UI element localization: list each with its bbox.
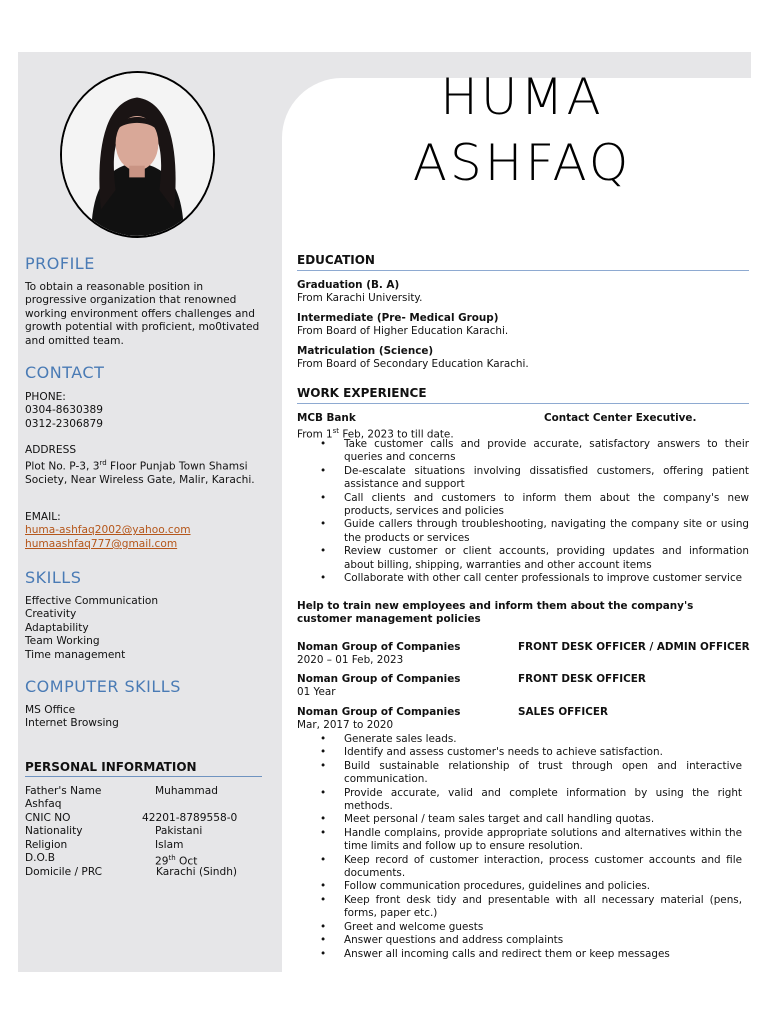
address-label: ADDRESS bbox=[25, 444, 77, 456]
list-item: • Meet personal / team sales target and call handling quotas. bbox=[297, 813, 742, 826]
education-title: Intermediate (Pre- Medical Group) bbox=[297, 312, 499, 324]
list-item: • Generate sales leads. bbox=[297, 733, 742, 746]
phone-1: 0304-8630389 bbox=[25, 404, 103, 417]
personal-label: D.O.B bbox=[25, 852, 56, 864]
job-header bbox=[297, 412, 749, 425]
education-item bbox=[297, 279, 749, 306]
personal-label: Domicile / PRC bbox=[25, 866, 103, 878]
email-block bbox=[25, 511, 263, 551]
contact-heading: CONTACT bbox=[25, 363, 105, 382]
education-title: Matriculation (Science) bbox=[297, 345, 434, 357]
work-heading: WORK EXPERIENCE bbox=[297, 386, 749, 404]
job-company: Noman Group of Companies bbox=[297, 673, 461, 685]
portrait-image bbox=[62, 73, 213, 236]
profile-heading: PROFILE bbox=[25, 254, 95, 273]
personal-value: 29th Oct bbox=[155, 854, 198, 868]
list-item: • Answer all incoming calls and redirect them or keep messages bbox=[297, 948, 742, 961]
skill-item: Time management bbox=[25, 648, 126, 661]
job-duties-list bbox=[297, 733, 742, 961]
job-header bbox=[297, 641, 749, 654]
education-item bbox=[297, 345, 749, 372]
phone-block bbox=[25, 391, 263, 431]
list-item: • Identify and assess customer's needs to achieve satisfaction. bbox=[297, 746, 742, 759]
personal-value: 42201-8789558-0 bbox=[142, 812, 238, 824]
job-title: FRONT DESK OFFICER / ADMIN OFFICER bbox=[518, 641, 750, 653]
list-item: • Guide callers through troubleshooting, navigating the company site or using the products or services bbox=[297, 518, 749, 545]
education-item bbox=[297, 312, 749, 339]
job-company: MCB Bank bbox=[297, 412, 356, 424]
computer-skill-item: MS Office bbox=[25, 704, 76, 716]
list-item: • Keep record of customer interaction, process customer accounts and file documents. bbox=[297, 854, 742, 881]
personal-info-heading: PERSONAL INFORMATION bbox=[25, 760, 262, 777]
list-item: • Keep front desk tidy and presentable with all necessary material (pens, forms, paper etc.) bbox=[297, 894, 742, 921]
email-link-1[interactable]: huma-ashfaq2002@yahoo.com bbox=[25, 524, 191, 537]
profile-photo bbox=[60, 71, 215, 238]
list-item: • Greet and welcome guests bbox=[297, 921, 742, 934]
address-block bbox=[25, 444, 263, 488]
list-item: • Answer questions and address complaints bbox=[297, 934, 742, 947]
list-item: • De-escalate situations involving dissatisfied customers, offering patient assistance and support bbox=[297, 465, 749, 492]
personal-label: CNIC NO bbox=[25, 812, 71, 824]
job-header bbox=[297, 706, 749, 719]
personal-value: Islam bbox=[155, 839, 184, 851]
job-date: Mar, 2017 to 2020 bbox=[297, 719, 394, 731]
job-company: Noman Group of Companies bbox=[297, 706, 461, 718]
job-note: Help to train new employees and inform them about the company's customer management policies bbox=[297, 600, 694, 626]
personal-label: Nationality bbox=[25, 825, 83, 837]
list-item: • Handle complains, provide appropriate solutions and alternatives within the time limits and follow up to ensure resolution. bbox=[297, 827, 742, 854]
name-last: ASHFAQ bbox=[412, 134, 632, 192]
list-item: • Review customer or client accounts, providing updates and information about billing, shipping, warranties and other account items bbox=[297, 545, 749, 572]
list-item: • Collaborate with other call center professionals to improve customer service bbox=[297, 572, 749, 585]
job-header bbox=[297, 673, 749, 686]
skill-item: Team Working bbox=[25, 635, 100, 648]
job-date: 01 Year bbox=[297, 686, 336, 698]
address-text: Plot No. P-3, 3rd Floor Punjab Town Shamsi Society, Near Wireless Gate, Malir, Karachi. bbox=[25, 459, 255, 487]
skill-item: Creativity bbox=[25, 608, 77, 621]
education-detail: From Board of Higher Education Karachi. bbox=[297, 325, 509, 338]
education-detail: From Board of Secondary Education Karachi. bbox=[297, 358, 529, 371]
personal-label: Religion bbox=[25, 839, 68, 851]
email-link-2[interactable]: humaashfaq777@gmail.com bbox=[25, 537, 178, 550]
name-first: HUMA bbox=[440, 68, 604, 126]
list-item: • Provide accurate, valid and complete information by using the right methods. bbox=[297, 787, 742, 814]
email-label: EMAIL: bbox=[25, 511, 61, 523]
candidate-name bbox=[382, 64, 662, 196]
list-item: • Call clients and customers to inform them about the company's new products, services and policies bbox=[297, 492, 749, 519]
job-company: Noman Group of Companies bbox=[297, 641, 461, 653]
job-date: From 1st Feb, 2023 to till date. bbox=[297, 427, 454, 441]
personal-label: Ashfaq bbox=[25, 798, 62, 810]
phone-label: PHONE: bbox=[25, 391, 66, 403]
computer-skills-list bbox=[25, 704, 263, 731]
personal-value: Pakistani bbox=[155, 825, 203, 837]
skill-item: Adaptability bbox=[25, 621, 89, 634]
list-item: • Build sustainable relationship of trust through open and interactive communication. bbox=[297, 760, 742, 787]
education-heading: EDUCATION bbox=[297, 253, 749, 271]
job-date: 2020 – 01 Feb, 2023 bbox=[297, 654, 404, 666]
personal-value: Karachi (Sindh) bbox=[156, 866, 238, 878]
personal-label: Father's Name bbox=[25, 785, 102, 797]
phone-2: 0312-2306879 bbox=[25, 417, 103, 430]
computer-skill-item: Internet Browsing bbox=[25, 717, 119, 730]
personal-value: Muhammad bbox=[155, 785, 218, 797]
profile-text: To obtain a reasonable position in progressive organization that renowned working environment offers challenges and growth potential with proficient, mo0tivated and omitted team. bbox=[25, 281, 260, 347]
education-detail: From Karachi University. bbox=[297, 292, 423, 305]
job-duties-list bbox=[297, 438, 749, 585]
skills-heading: SKILLS bbox=[25, 568, 82, 587]
job-title: SALES OFFICER bbox=[518, 706, 608, 718]
job-title: Contact Center Executive. bbox=[544, 412, 697, 424]
skills-list bbox=[25, 595, 263, 662]
list-item: • Take customer calls and provide accurate, satisfactory answers to their queries and concerns bbox=[297, 438, 749, 465]
job-title: FRONT DESK OFFICER bbox=[518, 673, 646, 685]
skill-item: Effective Communication bbox=[25, 595, 159, 607]
education-title: Graduation (B. A) bbox=[297, 279, 400, 291]
list-item: • Follow communication procedures, guidelines and policies. bbox=[297, 880, 742, 893]
computer-skills-heading: COMPUTER SKILLS bbox=[25, 677, 181, 696]
